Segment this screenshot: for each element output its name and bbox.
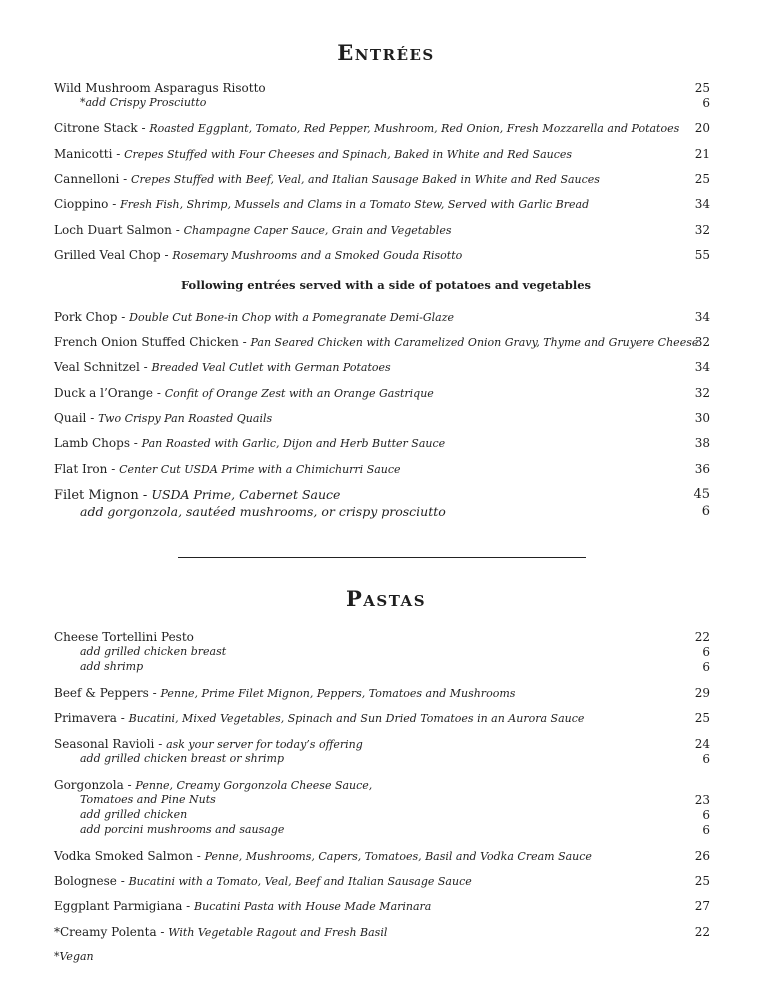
item-name: Gorgonzola - [54, 778, 136, 792]
item-name: Loch Duart Salmon - [54, 223, 184, 237]
menu-item-addon [54, 95, 710, 111]
item-name: French Onion Stuffed Chicken - [54, 335, 251, 349]
item-name: *Creamy Polenta - [54, 925, 169, 939]
item-price: 34 [694, 197, 710, 211]
vegan-footnote: *Vegan [54, 950, 94, 963]
menu-item [54, 848, 710, 864]
menu-item [54, 777, 710, 793]
item-name: Veal Schnitzel - [54, 360, 152, 374]
menu-item [54, 247, 710, 263]
item-name: Seasonal Ravioli - [54, 737, 167, 751]
item-price: 29 [694, 686, 710, 700]
menu-item [54, 196, 710, 212]
item-description: Champagne Caper Sauce, Grain and Vegetables [183, 224, 452, 237]
item-price: 6 [702, 645, 710, 659]
addon-name: add shrimp [80, 660, 144, 673]
item-name: Bolognese - [54, 874, 129, 888]
item-name: Cheese Tortellini Pesto [54, 630, 194, 644]
item-name: Primavera - [54, 711, 129, 725]
entrees-side-note: Following entrées served with a side of potatoes and vegetables [181, 278, 591, 292]
menu-item [54, 898, 710, 914]
addon-name: add gorgonzola, sautéed mushrooms, or crispy prosciutto [80, 504, 446, 519]
item-description: With Vegetable Ragout and Fresh Basil [168, 926, 388, 939]
menu-item-addon [54, 504, 710, 520]
menu-item [54, 359, 710, 375]
item-description: Center Cut USDA Prime with a Chimichurri Sauce [119, 463, 401, 476]
menu-item [54, 410, 710, 426]
menu-item [54, 120, 710, 136]
item-name: Lamb Chops - [54, 436, 142, 450]
item-name: Vodka Smoked Salmon - [54, 849, 205, 863]
addon-name: add grilled chicken [80, 808, 188, 821]
item-price: 6 [702, 823, 710, 837]
item-description: Breaded Veal Cutlet with German Potatoes [151, 361, 391, 374]
menu-item [54, 309, 710, 325]
item-price: 22 [694, 630, 710, 644]
item-description: Pan Roasted with Garlic, Dijon and Herb Butter Sauce [141, 437, 446, 450]
menu-item [54, 334, 710, 350]
item-name: Filet Mignon - [54, 488, 152, 503]
addon-name: add grilled chicken breast or shrimp [80, 752, 285, 765]
item-description: Fresh Fish, Shrimp, Mussels and Clams in a Tomato Stew, Served with Garlic Bread [120, 198, 590, 211]
item-price: 32 [694, 335, 710, 349]
section-divider [178, 557, 586, 558]
item-name: Manicotti - [54, 147, 125, 161]
menu-item [54, 487, 710, 503]
item-description: Penne, Mushrooms, Capers, Tomatoes, Basil and Vodka Cream Sauce [204, 850, 592, 863]
item-description: Bucatini with a Tomato, Veal, Beef and Italian Sausage Sauce [128, 875, 472, 888]
menu-item [54, 146, 710, 162]
item-name: Quail - [54, 411, 99, 425]
item-price: 34 [694, 310, 710, 324]
item-price: 6 [701, 504, 710, 519]
item-price: 6 [702, 752, 710, 766]
item-description: Double Cut Bone-in Chop with a Pomegranate Demi-Glaze [129, 311, 455, 324]
menu-item [54, 461, 710, 477]
item-name: Wild Mushroom Asparagus Risotto [54, 81, 266, 95]
item-price: 32 [694, 386, 710, 400]
pastas-title: Pastas [345, 586, 427, 611]
menu-item-continued [54, 792, 710, 808]
item-price: 30 [694, 411, 710, 425]
addon-name: add porcini mushrooms and sausage [80, 823, 285, 836]
menu-item [54, 873, 710, 889]
item-name: Eggplant Parmigiana - [54, 899, 195, 913]
entrees-title: Entrées [337, 40, 435, 65]
item-price: 34 [694, 360, 710, 374]
item-description: Rosemary Mushrooms and a Smoked Gouda Risotto [172, 249, 463, 262]
addon-name: *add Crispy Prosciutto [80, 96, 207, 109]
item-price: 23 [694, 793, 710, 807]
item-description: Penne, Creamy Gorgonzola Cheese Sauce, [135, 779, 373, 792]
item-description: Roasted Eggplant, Tomato, Red Pepper, Mushroom, Red Onion, Fresh Mozzarella and Potatoes [149, 122, 680, 135]
menu-item [54, 629, 710, 645]
item-price: 25 [694, 172, 710, 186]
item-price: 25 [694, 81, 710, 95]
item-price: 6 [702, 808, 710, 822]
item-description: Confit of Orange Zest with an Orange Gastrique [164, 387, 434, 400]
menu-item-addon [54, 659, 710, 675]
item-description: USDA Prime, Cabernet Sauce [151, 487, 341, 502]
item-name: Grilled Veal Chop - [54, 248, 173, 262]
item-name: Beef & Peppers - [54, 686, 161, 700]
item-price: 36 [694, 462, 710, 476]
item-name: Cioppino - [54, 197, 121, 211]
menu-item [54, 710, 710, 726]
menu-item [54, 435, 710, 451]
addon-name: add grilled chicken breast [80, 645, 227, 658]
item-name: Cannelloni - [54, 172, 132, 186]
item-price: 45 [693, 487, 710, 502]
menu-item [54, 685, 710, 701]
item-description: Two Crispy Pan Roasted Quails [98, 412, 273, 425]
item-price: 20 [694, 121, 710, 135]
menu-item [54, 736, 710, 752]
menu-item [54, 80, 710, 96]
menu-item [54, 924, 710, 940]
item-name: Citrone Stack - [54, 121, 150, 135]
item-description: Bucatini, Mixed Vegetables, Spinach and Sun Dried Tomatoes in an Aurora Sauce [128, 712, 585, 725]
item-description: Tomatoes and Pine Nuts [80, 793, 216, 806]
item-price: 25 [694, 711, 710, 725]
item-price: 27 [694, 899, 710, 913]
item-name: Pork Chop - [54, 310, 130, 324]
item-price: 25 [694, 874, 710, 888]
item-price: 24 [694, 737, 710, 751]
item-price: 26 [694, 849, 710, 863]
menu-item [54, 222, 710, 238]
menu-item [54, 171, 710, 187]
item-description: Penne, Prime Filet Mignon, Peppers, Tomatoes and Mushrooms [160, 687, 516, 700]
menu-item-addon [54, 644, 710, 660]
item-description: Crepes Stuffed with Beef, Veal, and Italian Sausage Baked in White and Red Sauces [131, 173, 600, 186]
item-name: Duck a l’Orange - [54, 386, 165, 400]
item-price: 6 [702, 96, 710, 110]
item-price: 22 [694, 925, 710, 939]
item-price: 55 [694, 248, 710, 262]
menu-item-addon [54, 751, 710, 767]
item-description: Bucatini Pasta with House Made Marinara [194, 900, 432, 913]
menu-item [54, 385, 710, 401]
menu-item-addon [54, 807, 710, 823]
item-price: 21 [694, 147, 710, 161]
item-description: ask your server for today’s offering [166, 738, 363, 751]
item-description: Crepes Stuffed with Four Cheeses and Spinach, Baked in White and Red Sauces [124, 148, 573, 161]
item-price: 38 [694, 436, 710, 450]
item-price: 6 [702, 660, 710, 674]
menu-item-addon [54, 822, 710, 838]
item-name: Flat Iron - [54, 462, 120, 476]
item-description: Pan Seared Chicken with Caramelized Onion Gravy, Thyme and Gruyere Cheese [250, 336, 699, 349]
item-price: 32 [694, 223, 710, 237]
